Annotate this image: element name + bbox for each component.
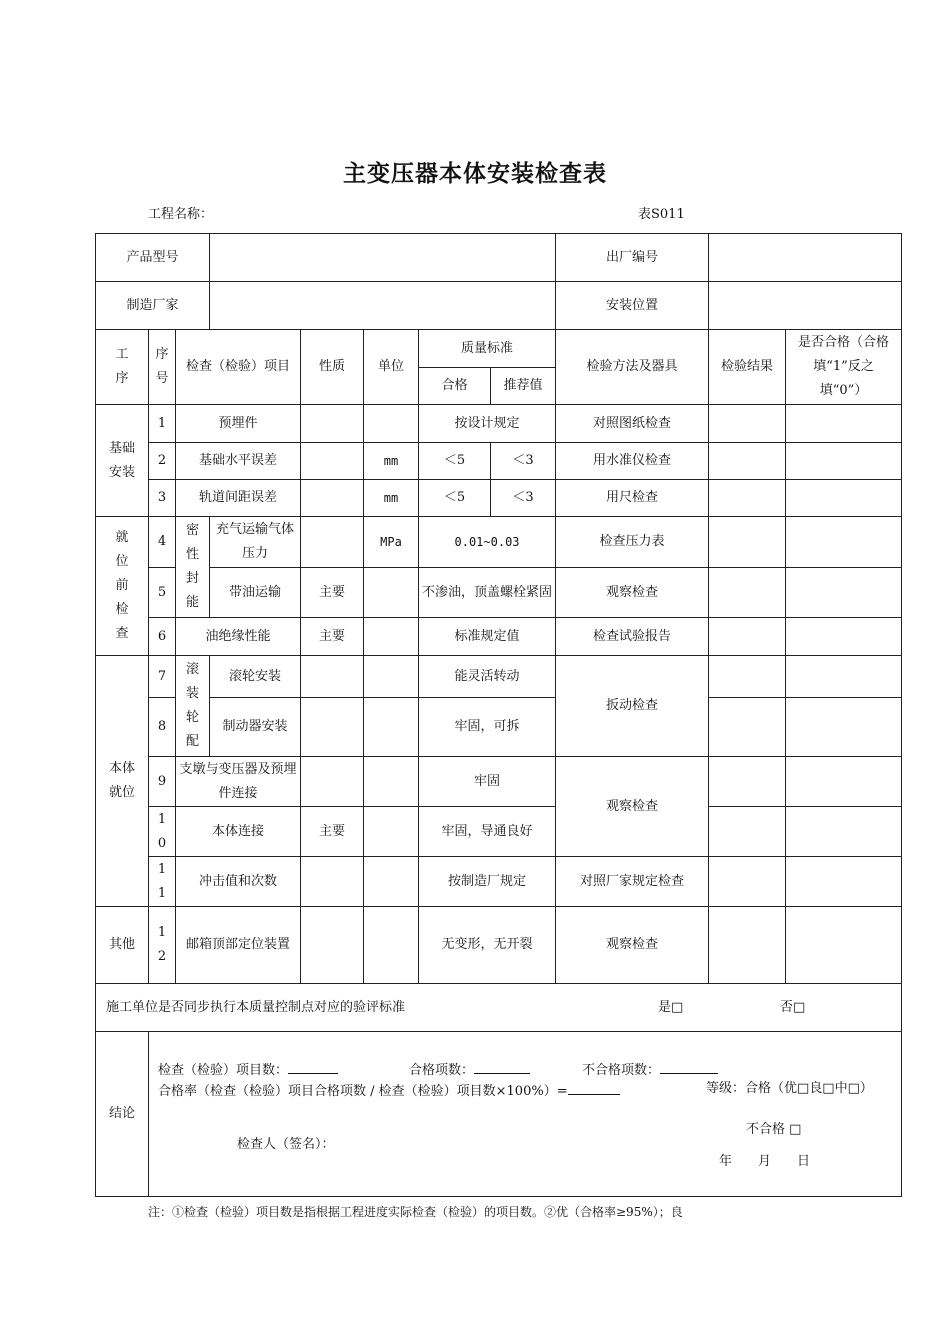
row-item: 邮箱顶部定位装置 bbox=[176, 907, 301, 984]
inspector-signature-label: 检查人（签名）： bbox=[237, 1137, 335, 1152]
row-pass-cell[interactable] bbox=[786, 807, 902, 857]
row-no: 9 bbox=[149, 757, 176, 807]
row-qualified: 不渗油，顶盖螺栓紧固 bbox=[419, 568, 556, 618]
fail-count-field[interactable] bbox=[660, 1059, 718, 1074]
row-method: 检查试验报告 bbox=[556, 618, 709, 656]
header-unit: 单位 bbox=[364, 330, 419, 405]
row-qualified: 能灵活转动 bbox=[419, 656, 556, 698]
product-model-label: 产品型号 bbox=[96, 234, 210, 282]
row-nature: 主要 bbox=[301, 618, 364, 656]
row-item: 带油运输 bbox=[210, 568, 301, 618]
install-location-value[interactable] bbox=[709, 282, 902, 330]
row-no: 3 bbox=[149, 480, 176, 517]
sync-row bbox=[96, 984, 902, 1032]
row-item: 支墩与变压器及预埋件连接 bbox=[176, 757, 301, 807]
table-row bbox=[96, 757, 902, 807]
group-other: 其他 bbox=[96, 907, 149, 984]
row-qualified: 无变形，无开裂 bbox=[419, 907, 556, 984]
row-unit bbox=[364, 405, 419, 443]
row-item: 冲击值和次数 bbox=[176, 857, 301, 907]
row-result-cell[interactable] bbox=[709, 698, 786, 757]
sync-yes-checkbox[interactable]: 是□ bbox=[658, 1000, 684, 1015]
row-qualified: 牢固 bbox=[419, 757, 556, 807]
group-pre-placement: 就位前检查 bbox=[115, 530, 129, 641]
header-nature: 性质 bbox=[301, 330, 364, 405]
table-row bbox=[96, 443, 902, 480]
table-row bbox=[96, 480, 902, 517]
row-pass-cell[interactable] bbox=[786, 757, 902, 807]
row-unit bbox=[364, 656, 419, 698]
fail-grade-checkbox[interactable]: 不合格 □ bbox=[746, 1122, 802, 1137]
row-item: 滚轮安装 bbox=[210, 656, 301, 698]
conclusion-body bbox=[149, 1032, 902, 1197]
manufacturer-value[interactable] bbox=[210, 282, 556, 330]
row-qualified: 牢固，导通良好 bbox=[419, 807, 556, 857]
header-qualified: 合格 bbox=[419, 368, 491, 405]
header-result: 检验结果 bbox=[709, 330, 786, 405]
subgroup-roller: 滚装轮配 bbox=[185, 662, 199, 749]
table-row bbox=[96, 656, 902, 698]
row-result-cell[interactable] bbox=[709, 480, 786, 517]
row-unit bbox=[364, 698, 419, 757]
row-nature bbox=[301, 857, 364, 907]
date-label: 年 月 日 bbox=[719, 1154, 811, 1169]
table-row bbox=[96, 857, 902, 907]
project-name-label: 工程名称： bbox=[148, 207, 214, 222]
pass-rate-label: 合格率（检查（检验）项目合格项数 / 检查（检验）项目数×100%）= bbox=[158, 1084, 568, 1099]
header-seq: 序号 bbox=[155, 347, 169, 386]
row-unit: MPa bbox=[364, 517, 419, 568]
row-nature bbox=[301, 517, 364, 568]
row-unit bbox=[364, 618, 419, 656]
pass-count-field[interactable] bbox=[474, 1059, 530, 1074]
row-item: 油绝缘性能 bbox=[176, 618, 301, 656]
row-method: 检查压力表 bbox=[556, 517, 709, 568]
row-recommended: ＜3 bbox=[491, 443, 556, 480]
sync-no-checkbox[interactable]: 否□ bbox=[780, 1000, 806, 1015]
row-no: 5 bbox=[149, 568, 176, 618]
header-method: 检验方法及器具 bbox=[556, 330, 709, 405]
row-qualified: 标准规定值 bbox=[419, 618, 556, 656]
table-row bbox=[96, 517, 902, 568]
table-row bbox=[96, 618, 902, 656]
row-item: 本体连接 bbox=[176, 807, 301, 857]
row-result-cell[interactable] bbox=[709, 907, 786, 984]
row-unit: mm bbox=[364, 443, 419, 480]
form-number: 表S011 bbox=[638, 207, 685, 222]
row-no: 7 bbox=[149, 656, 176, 698]
row-no: 10 bbox=[157, 811, 167, 851]
header-process: 工序 bbox=[115, 347, 129, 386]
row-nature: 主要 bbox=[301, 807, 364, 857]
row-nature bbox=[301, 656, 364, 698]
conclusion-label: 结论 bbox=[96, 1032, 149, 1197]
row-nature bbox=[301, 405, 364, 443]
row-result-cell[interactable] bbox=[709, 517, 786, 568]
row-nature bbox=[301, 907, 364, 984]
row-qualified: 按设计规定 bbox=[419, 405, 556, 443]
subgroup-seal: 密性封能 bbox=[185, 523, 199, 610]
row-pass-cell[interactable] bbox=[786, 698, 902, 757]
table-row bbox=[96, 907, 902, 984]
sync-text: 施工单位是否同步执行本质量控制点对应的验评标准 bbox=[106, 999, 406, 1015]
row-result-cell[interactable] bbox=[709, 656, 786, 698]
row-nature: 主要 bbox=[301, 568, 364, 618]
pass-count-label: 合格项数： bbox=[409, 1063, 475, 1078]
row-item: 轨道间距误差 bbox=[176, 480, 301, 517]
table-row bbox=[96, 568, 902, 618]
row-pass-cell[interactable] bbox=[786, 517, 902, 568]
header-quality-standard: 质量标准 bbox=[419, 330, 556, 368]
row-no: 1 bbox=[149, 405, 176, 443]
row-pass-cell[interactable] bbox=[786, 656, 902, 698]
header-pass: 是否合格（合格填“1”反之填“0”） bbox=[786, 330, 902, 405]
serial-no-value[interactable] bbox=[709, 234, 902, 282]
group-body-placement: 本体就位 bbox=[108, 761, 135, 800]
row-no: 6 bbox=[149, 618, 176, 656]
row-qualified: 牢固，可拆 bbox=[419, 698, 556, 757]
table-row bbox=[96, 698, 902, 757]
serial-no-label: 出厂编号 bbox=[556, 234, 709, 282]
row-result-cell[interactable] bbox=[709, 618, 786, 656]
row-item: 预埋件 bbox=[176, 405, 301, 443]
row-method: 观察检查 bbox=[556, 568, 709, 618]
row-item: 基础水平误差 bbox=[176, 443, 301, 480]
row-method: 对照图纸检查 bbox=[556, 405, 709, 443]
row-item: 制动器安装 bbox=[210, 698, 301, 757]
row-result-cell[interactable] bbox=[709, 443, 786, 480]
row-item: 充气运输气体压力 bbox=[210, 517, 301, 568]
row-result-cell[interactable] bbox=[709, 757, 786, 807]
row-method: 观察检查 bbox=[556, 757, 709, 857]
row-pass-cell[interactable] bbox=[786, 405, 902, 443]
item-count-field[interactable] bbox=[288, 1059, 338, 1074]
row-nature bbox=[301, 698, 364, 757]
row-result-cell[interactable] bbox=[709, 807, 786, 857]
row-pass-cell[interactable] bbox=[786, 443, 902, 480]
row-no: 4 bbox=[149, 517, 176, 568]
row-pass-cell[interactable] bbox=[786, 618, 902, 656]
grade-label: 等级：合格（优□良□中□） bbox=[706, 1081, 873, 1096]
page-title: 主变压器本体安装检查表 bbox=[343, 161, 607, 187]
row-result-cell[interactable] bbox=[709, 405, 786, 443]
table-row bbox=[96, 807, 902, 857]
pass-rate-field[interactable] bbox=[568, 1080, 620, 1095]
row-pass-cell[interactable] bbox=[786, 480, 902, 517]
footnote: 注：①检查（检验）项目数是指根据工程进度实际检查（检验）的项目数。②优（合格率≥95%）；良 bbox=[148, 1205, 683, 1219]
inspection-table bbox=[95, 233, 902, 1197]
group-foundation: 基础安装 bbox=[108, 440, 135, 480]
row-nature bbox=[301, 443, 364, 480]
row-no: 11 bbox=[157, 861, 167, 901]
row-unit bbox=[364, 757, 419, 807]
fail-count-label: 不合格项数： bbox=[582, 1063, 661, 1078]
row-recommended: ＜3 bbox=[491, 480, 556, 517]
row-result-cell[interactable] bbox=[709, 568, 786, 618]
row-method: 用尺检查 bbox=[556, 480, 709, 517]
row-pass-cell[interactable] bbox=[786, 568, 902, 618]
row-no: 2 bbox=[149, 443, 176, 480]
row-pass-cell[interactable] bbox=[786, 857, 902, 907]
row-qualified: 按制造厂规定 bbox=[419, 857, 556, 907]
header-recommended: 推荐值 bbox=[491, 368, 556, 405]
row-method: 观察检查 bbox=[556, 907, 709, 984]
table-row bbox=[96, 405, 902, 443]
row-qualified: 0.01~0.03 bbox=[419, 517, 556, 568]
row-pass-cell[interactable] bbox=[786, 907, 902, 984]
row-unit: mm bbox=[364, 480, 419, 517]
product-model-value[interactable] bbox=[210, 234, 556, 282]
row-unit bbox=[364, 568, 419, 618]
row-unit bbox=[364, 807, 419, 857]
item-count-label: 检查（检验）项目数： bbox=[158, 1063, 289, 1078]
manufacturer-label: 制造厂家 bbox=[96, 282, 210, 330]
install-location-label: 安装位置 bbox=[556, 282, 709, 330]
row-qualified: ＜5 bbox=[419, 480, 491, 517]
row-method: 用水准仪检查 bbox=[556, 443, 709, 480]
row-unit bbox=[364, 857, 419, 907]
row-nature bbox=[301, 757, 364, 807]
row-qualified: ＜5 bbox=[419, 443, 491, 480]
row-no: 12 bbox=[157, 925, 167, 964]
row-result-cell[interactable] bbox=[709, 857, 786, 907]
row-no: 8 bbox=[149, 698, 176, 757]
row-nature bbox=[301, 480, 364, 517]
header-item: 检查（检验）项目 bbox=[176, 330, 301, 405]
row-unit bbox=[364, 907, 419, 984]
row-method: 扳动检查 bbox=[556, 656, 709, 757]
row-method: 对照厂家规定检查 bbox=[556, 857, 709, 907]
